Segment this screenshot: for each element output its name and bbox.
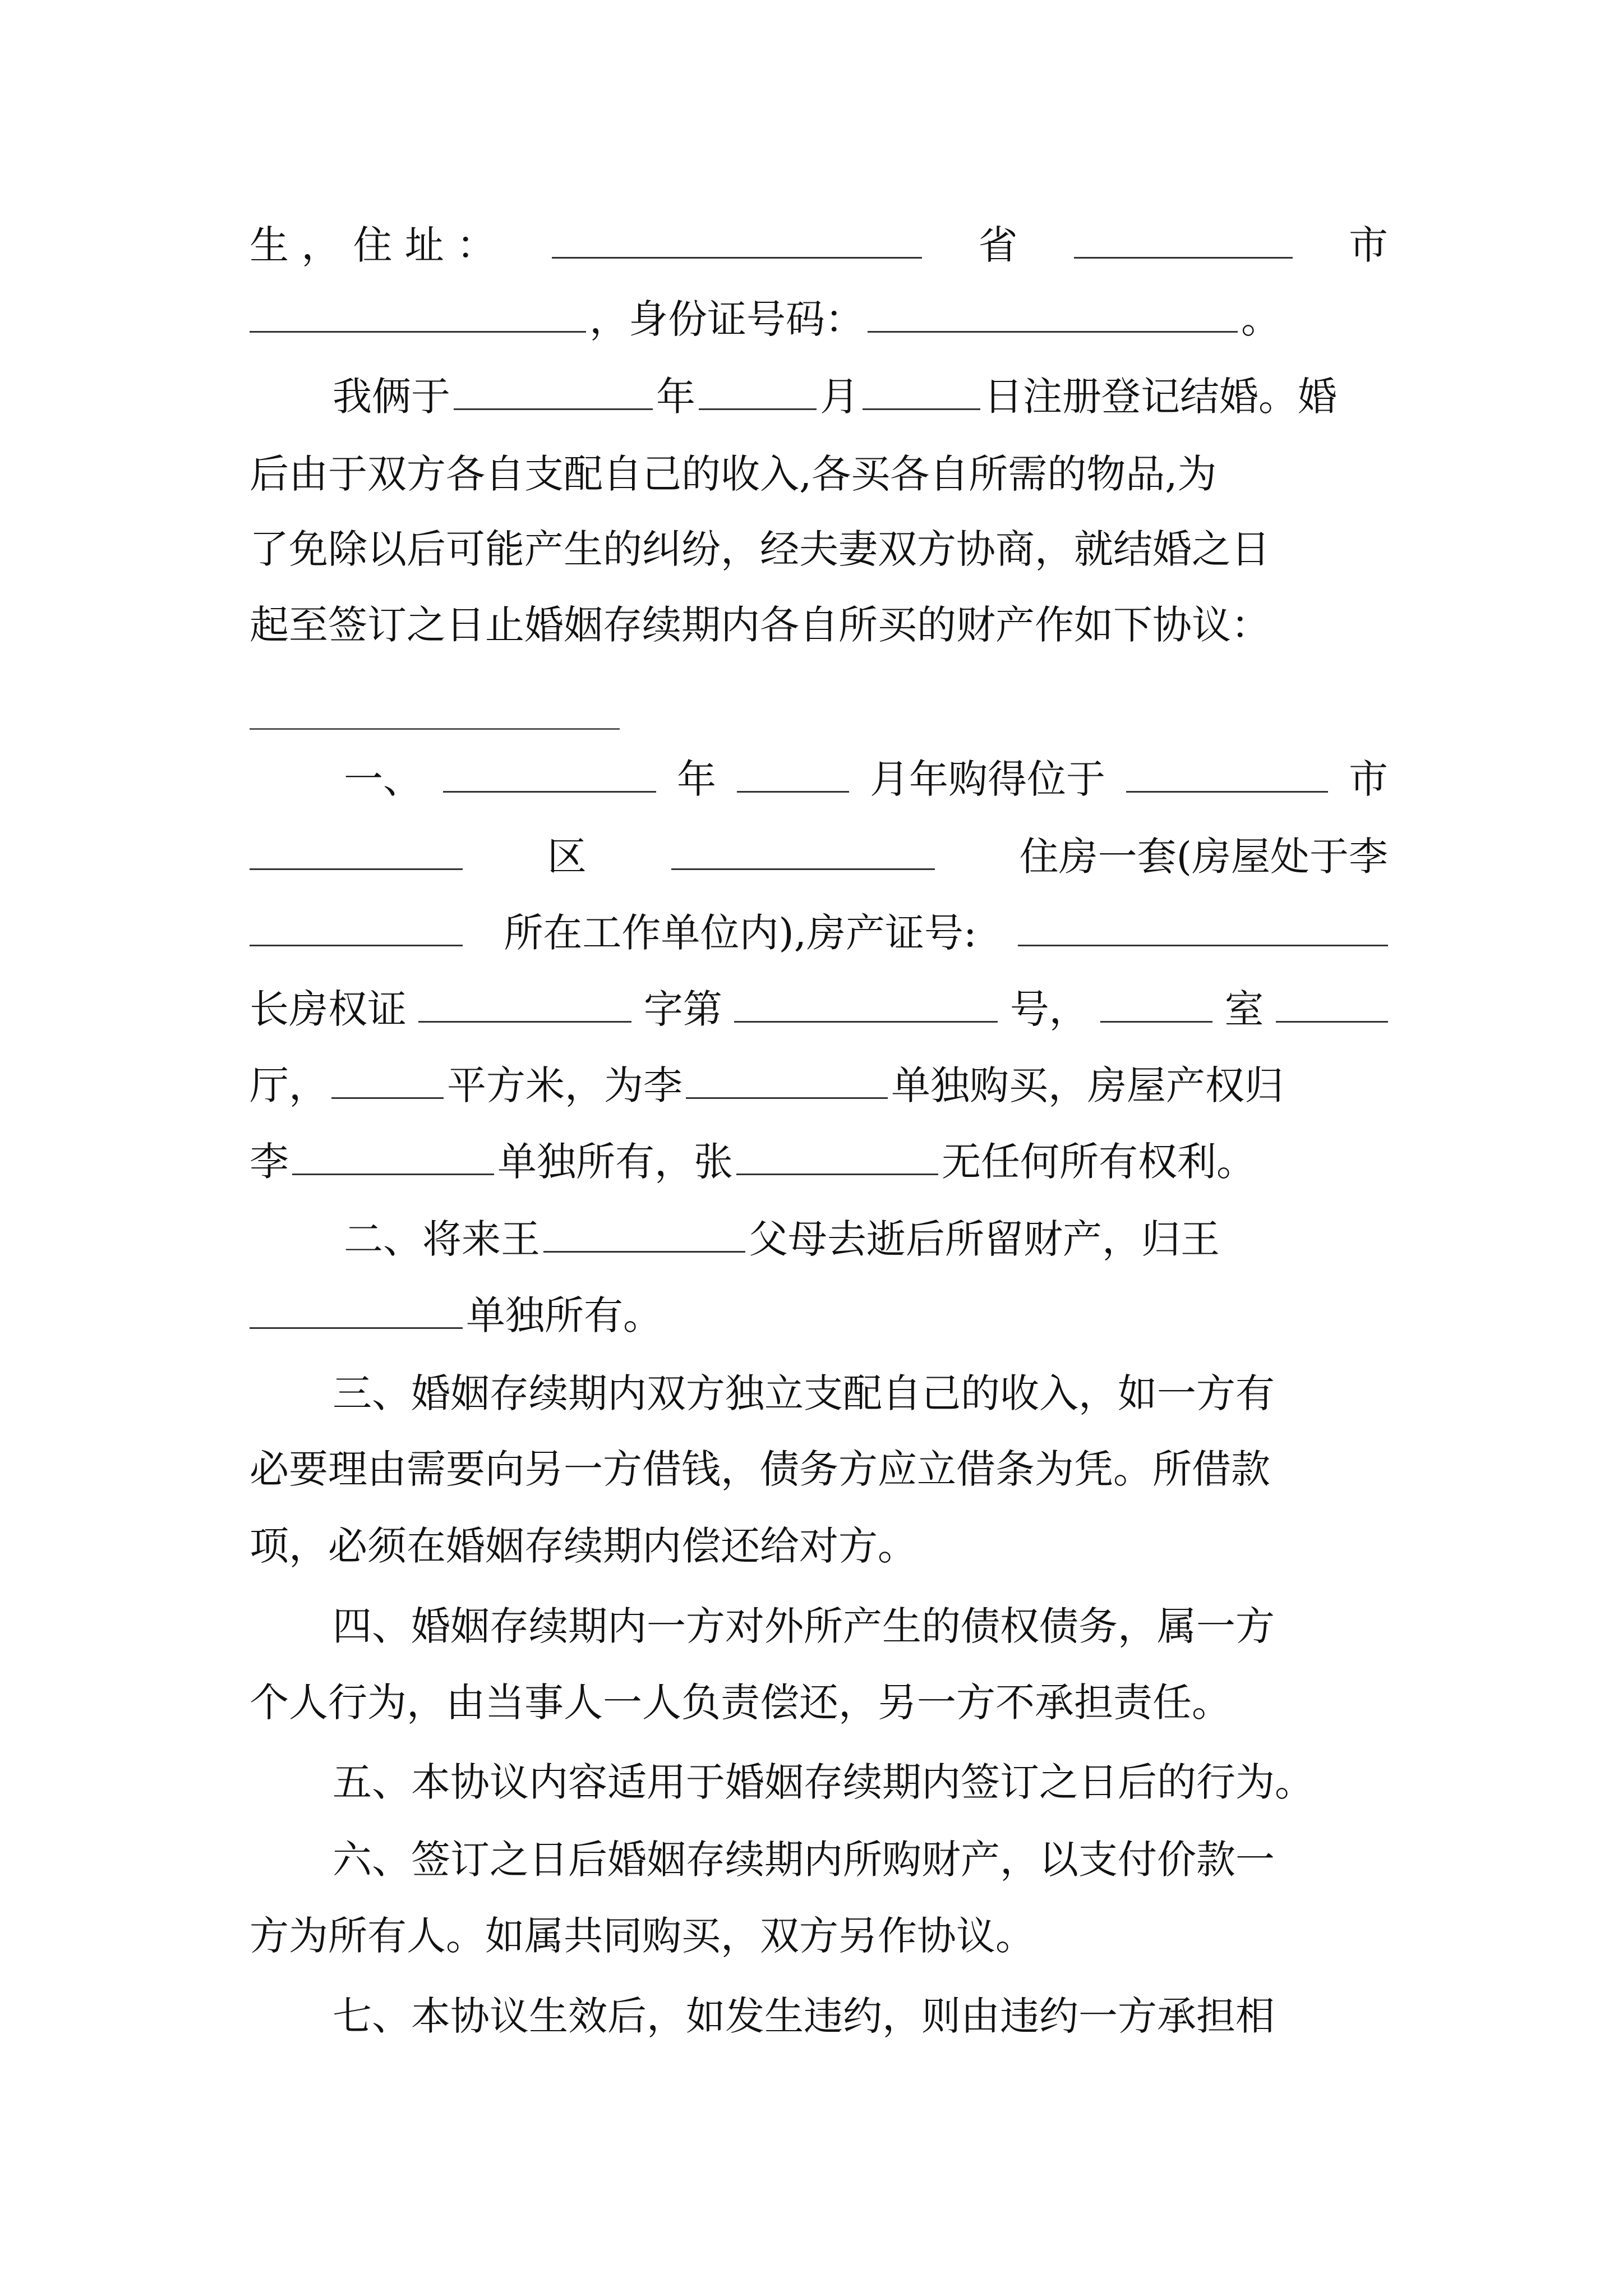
- text-fragment: 单独购买，房屋产权归: [891, 1062, 1284, 1108]
- text-fragment: 区: [547, 834, 587, 880]
- blank-field[interactable]: [1126, 786, 1328, 793]
- blank-field[interactable]: [1100, 1016, 1212, 1023]
- text-fragment: 省: [978, 222, 1018, 268]
- paragraph-line: 后由于双方各自支配自己的收入,各买各自所需的物品,为: [250, 451, 1217, 497]
- text-fragment: ，身份证号码：: [589, 296, 864, 342]
- text-fragment: 单独所有。: [466, 1292, 662, 1338]
- clause-5-line-1: 五、本协议内容适用于婚姻存续期内签订之日后的行为。: [333, 1759, 1314, 1805]
- line-marriage-date: [250, 364, 1388, 430]
- blank-field[interactable]: [331, 1093, 444, 1099]
- clause-7-line-1: 七、本协议生效后，如发生违约，则由违约一方承担相: [333, 1993, 1275, 2039]
- text-fragment: 市: [1349, 756, 1388, 802]
- clause-1-line-4: [250, 976, 1388, 1042]
- line-address-2: [250, 286, 1388, 352]
- text-fragment: 父母去逝后所留财产，归王: [749, 1216, 1220, 1262]
- text-fragment: 李: [250, 1139, 289, 1185]
- clause-1-line-5: [250, 1052, 1388, 1119]
- blank-field[interactable]: [250, 864, 463, 870]
- clause-4-line-2: 个人行为，由当事人一人负责偿还，另一方不承担责任。: [250, 1680, 1231, 1726]
- blank-field[interactable]: [543, 1246, 745, 1253]
- text-fragment: 号，: [1009, 986, 1089, 1032]
- text-fragment: 厅，: [250, 1062, 328, 1108]
- text-fragment: 月年购得位于: [870, 756, 1105, 802]
- clause-1-line-3: [250, 900, 1388, 966]
- blank-field[interactable]: [868, 326, 1238, 333]
- text-fragment: 平方米，为李: [447, 1062, 683, 1108]
- paragraph-line: 起至签订之日止婚姻存续期内各自所买的财产作如下协议：: [250, 602, 1270, 648]
- blank-field[interactable]: [443, 786, 656, 793]
- blank-field[interactable]: [734, 1016, 998, 1023]
- text-fragment: 单独所有，张: [497, 1139, 733, 1185]
- clause-1-line-6: [250, 1129, 1388, 1195]
- blank-field[interactable]: [418, 1016, 631, 1023]
- blank-field[interactable]: [686, 1093, 888, 1099]
- clause-3-line-3: 项，必须在婚姻存续期内偿还给对方。: [250, 1523, 917, 1569]
- clause-2-line-2: [250, 1282, 1388, 1349]
- clause-3-line-2: 必要理由需要向另一方借钱，债务方应立借条为凭。所借款: [250, 1446, 1270, 1492]
- text-fragment: 所在工作单位内),房产证号:: [504, 910, 977, 956]
- blank-field[interactable]: [250, 1323, 463, 1329]
- clause-1-line-2: [250, 823, 1388, 890]
- text-fragment: 。: [1241, 296, 1280, 342]
- text-fragment: 我俩于: [333, 374, 450, 420]
- clause-3-line-1: 三、婚姻存续期内双方独立支配自己的收入，如一方有: [333, 1370, 1275, 1416]
- text-fragment: 室: [1224, 986, 1264, 1032]
- blank-field[interactable]: [250, 940, 463, 946]
- blank-field[interactable]: [737, 786, 849, 793]
- clause-1-line-1: [250, 746, 1388, 812]
- line-address-1: [250, 212, 1388, 278]
- text-fragment: 年: [656, 374, 695, 420]
- blank-field[interactable]: [250, 326, 586, 333]
- blank-field[interactable]: [1074, 252, 1293, 259]
- blank-field[interactable]: [1276, 1016, 1388, 1023]
- blank-field[interactable]: [454, 404, 653, 410]
- paragraph-line: 了免除以后可能产生的纠纷，经夫妻双方协商，就结婚之日: [250, 526, 1270, 572]
- blank-field[interactable]: [699, 404, 817, 410]
- text-fragment: 二、将来王: [344, 1216, 540, 1262]
- blank-field[interactable]: [292, 1169, 494, 1175]
- text-fragment: 月: [820, 374, 859, 420]
- blank-field[interactable]: [552, 252, 922, 259]
- text-fragment: 字第: [643, 986, 722, 1032]
- blank-field[interactable]: [1018, 940, 1388, 946]
- text-fragment: 无任何所有权利。: [942, 1139, 1256, 1185]
- clause-6-line-2: 方为所有人。如属共同购买，双方另作协议。: [250, 1913, 1035, 1959]
- text-fragment: 生 ， 住 址 ：: [250, 222, 496, 268]
- separator-line: [250, 728, 620, 730]
- blank-field[interactable]: [736, 1169, 938, 1175]
- blank-field[interactable]: [671, 864, 935, 870]
- text-fragment: 长房权证: [250, 986, 407, 1032]
- text-fragment: 年: [677, 756, 716, 802]
- clause-6-line-1: 六、签订之日后婚姻存续期内所购财产，以支付价款一: [333, 1837, 1275, 1883]
- blank-field[interactable]: [863, 404, 980, 410]
- clause-4-line-1: 四、婚姻存续期内一方对外所产生的债权债务，属一方: [333, 1603, 1275, 1649]
- clause-2-line-1: [250, 1206, 1388, 1272]
- text-fragment: 住房一套(房屋处于李: [1019, 834, 1388, 880]
- text-fragment: 市: [1348, 222, 1388, 268]
- text-fragment: 日注册登记结婚。婚: [984, 374, 1337, 420]
- text-fragment: 一、: [344, 756, 422, 802]
